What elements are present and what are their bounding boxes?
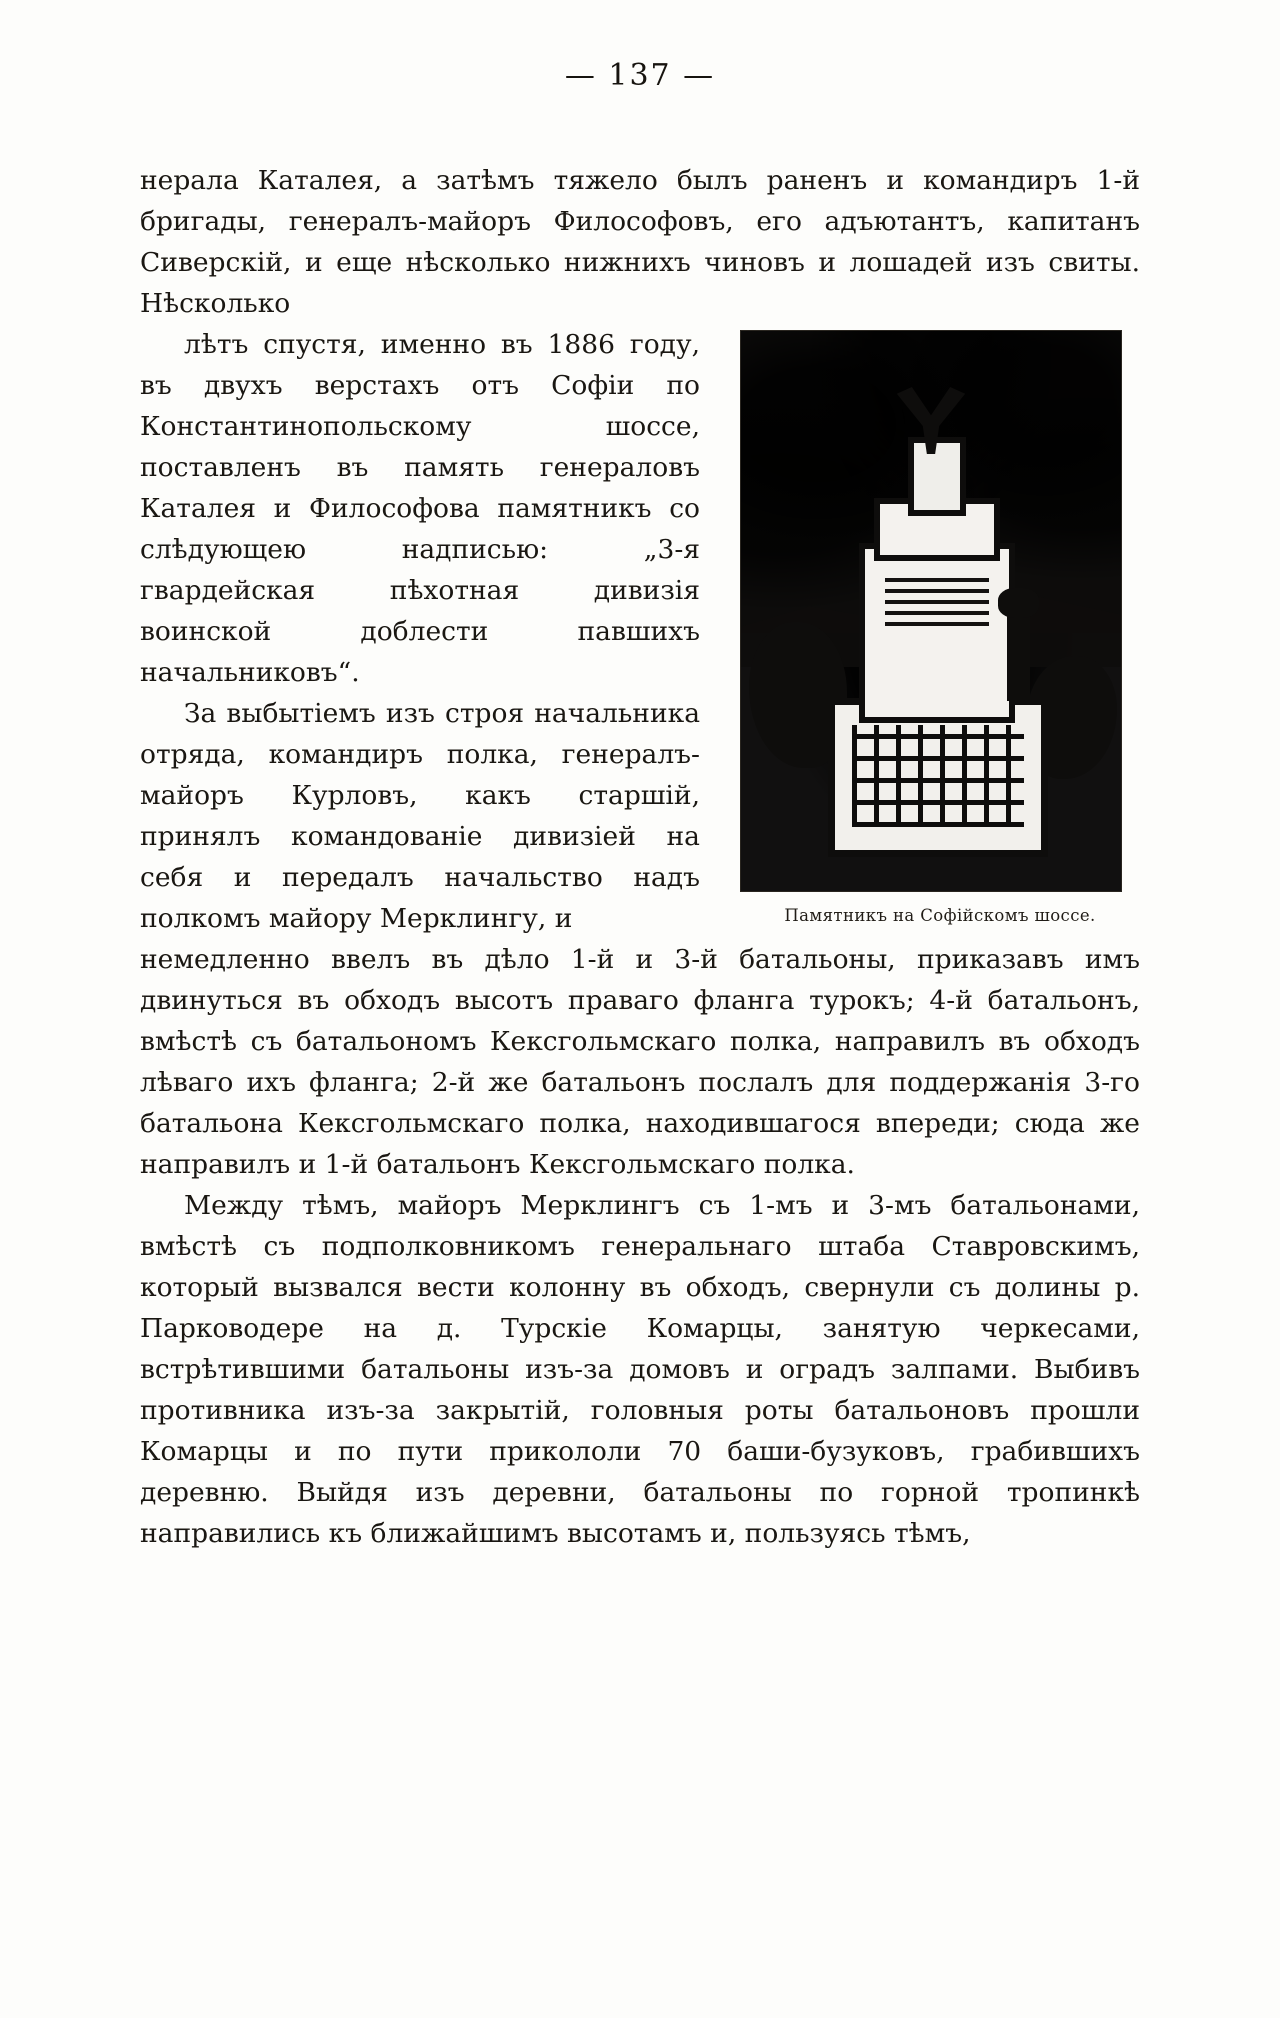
monument-engraving-image — [740, 330, 1122, 892]
page-number: — 137 — — [564, 58, 716, 93]
paragraph-5: Между тѣмъ, майоръ Мерклингъ съ 1-мъ и 3-мъ батальонами, вмѣстѣ съ подполковникомъ генеральнаго штаба Ставровскимъ, который вызвался вести колонну въ обходъ, свернули съ долины р. Парководере на д. Турскіе Комарцы, занятую черкесами, встрѣтившими батальоны изъ-за домовъ и оградъ залпами. Выбивъ противника изъ-за закрытій, головныя роты батальоновъ прошли Комарцы и по пути прикололи 70 баши-бузуковъ, грабившихъ деревню. Выйдя изъ деревни, батальоны по горной тропинкѣ направились къ ближайшимъ высотамъ и, пользуясь тѣмъ, — [140, 1190, 1140, 1549]
engraving-canvas — [741, 331, 1121, 891]
monument-pedestal — [859, 543, 1015, 723]
paragraph-3: За выбытіемъ изъ строя начальника отряда, командиръ полка, генералъ-майоръ Курловъ, какъ старшій, принялъ командованіе дивизіей на себя и передалъ начальство надъ полкомъ майору Мерклингу, и — [140, 698, 700, 934]
paragraph-4: немедленно ввелъ въ дѣло 1-й и 3-й батальоны, приказавъ имъ двинуться въ обходъ высотъ праваго фланга турокъ; 4-й батальонъ, вмѣстѣ съ батальономъ Кексгольмскаго полка, направилъ въ обходъ лѣваго ихъ фланга; 2-й же батальонъ послалъ для поддержанія 3-го батальона Кексгольмскаго полка, находившагося впереди; сюда же направилъ и 1-й батальонъ Кексгольмскаго полка. — [140, 944, 1140, 1180]
figure-caption: Памятникъ на Софійскомъ шоссе. — [784, 906, 1096, 925]
paragraph-2: лѣтъ спустя, именно въ 1886 году, въ двухъ верстахъ отъ Софіи по Константинопольскому шоссе, поставленъ въ память генераловъ Каталея и Философова памятникъ со слѣдующею надписью: „3-я гвардейская пѣхотная дивизія воинской доблести павшихъ начальниковъ“. — [140, 329, 700, 688]
figure-monument — [740, 330, 1140, 925]
paragraph-1: нерала Каталея, а затѣмъ тяжело былъ раненъ и командиръ 1-й бригады, генералъ-майоръ Философовъ, его адъютантъ, капитанъ Сиверскій, и еще нѣсколько нижнихъ чиновъ и лошадей изъ свиты. Нѣсколько — [140, 165, 1140, 319]
monument-column — [908, 437, 966, 516]
page-content — [140, 160, 1140, 1554]
lamp-post-icon — [1007, 611, 1030, 701]
